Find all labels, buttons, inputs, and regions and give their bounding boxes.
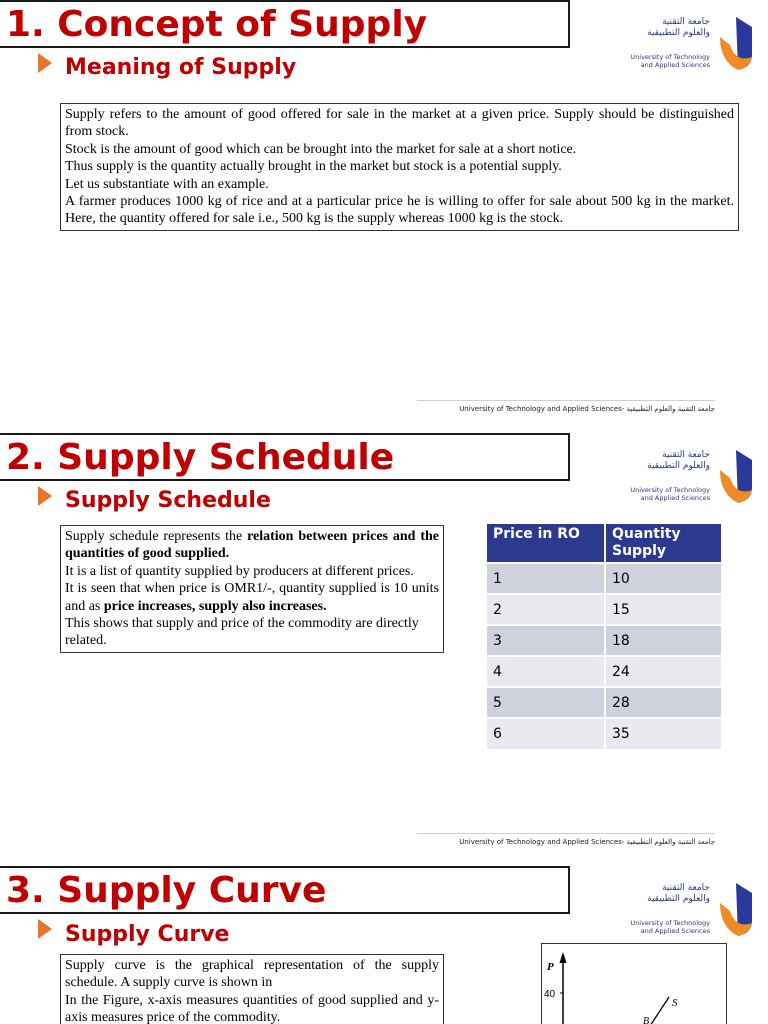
logo-shield-icon — [716, 15, 756, 71]
table-cell: 6 — [487, 718, 605, 749]
slide-concept-of-supply — [0, 0, 768, 432]
schedule-text-box — [60, 525, 444, 653]
logo-shield-icon — [716, 881, 756, 937]
point-label: B — [643, 1016, 650, 1024]
price-tick-label: 40 — [544, 989, 556, 1000]
table-cell: 28 — [605, 687, 722, 718]
bullet-arrow-icon — [38, 919, 52, 939]
supply-curve-label: S — [672, 997, 678, 1009]
logo-shield-icon — [716, 448, 756, 504]
curve-text-box — [60, 954, 444, 1024]
slide-subtitle: Supply Curve — [65, 922, 230, 947]
paragraph: A farmer produces 1000 kg of rice and at a particular price he is willing to offer for sale about 500 kg in the market. Here, the quantity offered for sale i.e., 500 kg is the supply whereas 1000 kg is the stock. — [65, 194, 734, 227]
table-cell: 24 — [605, 656, 722, 687]
logo-english-name: University of Technology and Applied Sciences — [630, 486, 710, 502]
table-row — [487, 563, 722, 594]
university-logo — [600, 880, 760, 940]
slide-supply-curve — [0, 866, 768, 1024]
paragraph: Stock is the amount of good which can be brought into the market for sale at a short notice. — [65, 141, 577, 157]
paragraph: Supply refers to the amount of good offered for sale in the market at a given price. Supply should be distinguished from stock. — [65, 107, 734, 140]
table-cell: 35 — [605, 718, 722, 749]
table-row — [487, 718, 722, 749]
footer-divider — [417, 833, 715, 834]
paragraph: This shows that supply and price of the commodity are directly related. — [65, 616, 419, 649]
table-row — [487, 656, 722, 687]
table-cell: 4 — [487, 656, 605, 687]
column-header: Quantity Supply — [605, 524, 722, 563]
supply-curve-line — [650, 997, 669, 1024]
footer-text: University of Technology and Applied Sciences- جامعة التقنية والعلوم التطبيقية — [459, 838, 715, 846]
table-cell: 5 — [487, 687, 605, 718]
table-cell: 2 — [487, 594, 605, 625]
paragraph: It is seen that when price is OMR1/-, quantity supplied is 10 units and as price increases, supply also increases. — [65, 581, 439, 614]
price-axis-label: P — [547, 961, 554, 973]
supply-curve-figure — [541, 943, 727, 1024]
bullet-arrow-icon — [38, 486, 52, 506]
table-row — [487, 625, 722, 656]
table-cell: 3 — [487, 625, 605, 656]
logo-arabic-name: جامعة التقنية والعلوم التطبيقية — [647, 17, 710, 38]
university-logo — [600, 447, 760, 507]
definition-text-box — [60, 103, 739, 231]
table-cell: 18 — [605, 625, 722, 656]
supply-schedule-table — [487, 524, 723, 749]
paragraph: Let us substantiate with an example. — [65, 176, 269, 192]
university-logo — [600, 14, 760, 74]
paragraph: Supply schedule represents the relation between prices and the quantities of good supplied. — [65, 529, 439, 562]
logo-arabic-name: جامعة التقنية والعلوم التطبيقية — [647, 883, 710, 904]
slide-title: 1. Concept of Supply — [6, 4, 428, 45]
logo-english-name: University of Technology and Applied Sciences — [630, 919, 710, 935]
slide-supply-schedule — [0, 433, 768, 864]
table-cell: 10 — [605, 563, 722, 594]
slide-subtitle: Supply Schedule — [65, 488, 271, 513]
logo-arabic-name: جامعة التقنية والعلوم التطبيقية — [647, 450, 710, 471]
footer-text: University of Technology and Applied Sciences- جامعة التقنية والعلوم التطبيقية — [459, 405, 715, 413]
logo-english-name: University of Technology and Applied Sciences — [630, 53, 710, 69]
table-header-row — [487, 524, 722, 563]
bullet-arrow-icon — [38, 53, 52, 73]
slide-title-box — [0, 433, 570, 481]
slide-title-box — [0, 866, 570, 914]
paragraph: Supply curve is the graphical representation of the supply schedule. A supply curve is shown in — [65, 958, 439, 991]
slide-title: 2. Supply Schedule — [6, 437, 395, 478]
paragraph: Thus supply is the quantity actually brought in the market but stock is a potential supply. — [65, 159, 562, 175]
slide-title-box — [0, 0, 570, 48]
column-header: Price in RO — [487, 524, 605, 563]
table-cell: 1 — [487, 563, 605, 594]
paragraph: It is a list of quantity supplied by producers at different prices. — [65, 563, 414, 579]
slide-subtitle: Meaning of Supply — [65, 55, 297, 80]
footer-divider — [417, 400, 715, 401]
table-row — [487, 594, 722, 625]
table-cell: 15 — [605, 594, 722, 625]
paragraph: In the Figure, x-axis measures quantities of good supplied and y-axis measures price of the commodity. — [65, 992, 439, 1024]
supply-curve-svg — [542, 944, 727, 1024]
table-row — [487, 687, 722, 718]
price-axis-arrow-icon — [560, 952, 567, 963]
slide-title: 3. Supply Curve — [6, 870, 327, 911]
